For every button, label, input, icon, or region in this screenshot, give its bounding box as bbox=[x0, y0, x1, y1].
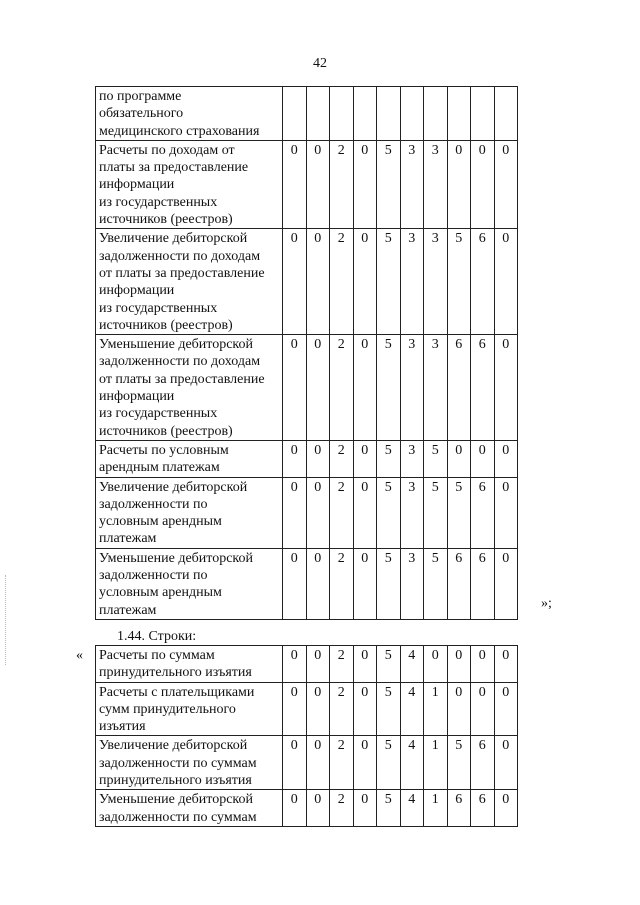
code-digit: 6 bbox=[447, 548, 471, 619]
code-digit: 2 bbox=[330, 548, 354, 619]
code-digit: 0 bbox=[494, 440, 518, 477]
code-digit: 4 bbox=[400, 646, 424, 683]
table-row bbox=[96, 548, 518, 619]
code-digit: 2 bbox=[330, 736, 354, 790]
table-row bbox=[96, 440, 518, 477]
code-digit: 0 bbox=[353, 646, 377, 683]
code-digit: 0 bbox=[306, 646, 330, 683]
code-digit: 0 bbox=[447, 140, 471, 228]
code-digit: 0 bbox=[306, 548, 330, 619]
code-digit: 3 bbox=[400, 229, 424, 335]
row-label: Уменьшение дебиторской задолженности по суммам bbox=[96, 790, 283, 827]
code-digit: 0 bbox=[353, 140, 377, 228]
row-label: по программе обязательного медицинского страхования bbox=[96, 87, 283, 141]
code-digit bbox=[330, 87, 354, 141]
code-digit: 2 bbox=[330, 335, 354, 441]
code-digit: 0 bbox=[306, 229, 330, 335]
code-digit: 0 bbox=[494, 477, 518, 548]
code-digit: 0 bbox=[306, 440, 330, 477]
code-digit: 0 bbox=[494, 229, 518, 335]
code-digit: 5 bbox=[447, 477, 471, 548]
code-digit: 0 bbox=[353, 548, 377, 619]
opening-quote: « bbox=[76, 648, 83, 663]
code-digit: 6 bbox=[471, 229, 495, 335]
row-label: Увеличение дебиторской задолженности по доходам от платы за предоставление информации из государственных источников (реестров) bbox=[96, 229, 283, 335]
code-digit: 3 bbox=[424, 335, 448, 441]
table-row bbox=[96, 87, 518, 141]
code-digit: 6 bbox=[471, 548, 495, 619]
code-digit: 0 bbox=[353, 790, 377, 827]
table-row bbox=[96, 682, 518, 736]
code-digit bbox=[283, 87, 307, 141]
row-label: Уменьшение дебиторской задолженности по условным арендным платежам bbox=[96, 548, 283, 619]
code-digit: 0 bbox=[494, 682, 518, 736]
code-digit: 2 bbox=[330, 682, 354, 736]
code-digit: 5 bbox=[377, 140, 401, 228]
code-digit: 0 bbox=[447, 646, 471, 683]
code-digit: 0 bbox=[471, 440, 495, 477]
code-digit: 5 bbox=[377, 790, 401, 827]
row-label: Расчеты по доходам от платы за предоставление информации из государственных источников (реестров) bbox=[96, 140, 283, 228]
code-digit: 3 bbox=[400, 440, 424, 477]
code-digit: 0 bbox=[494, 548, 518, 619]
section-heading: 1.44. Строки: bbox=[117, 629, 197, 644]
code-digit: 0 bbox=[306, 736, 330, 790]
code-digit: 4 bbox=[400, 790, 424, 827]
code-digit: 5 bbox=[377, 440, 401, 477]
code-digit: 5 bbox=[377, 548, 401, 619]
code-digit: 0 bbox=[353, 682, 377, 736]
row-label: Увеличение дебиторской задолженности по условным арендным платежам bbox=[96, 477, 283, 548]
code-digit: 5 bbox=[424, 440, 448, 477]
code-digit bbox=[447, 87, 471, 141]
code-digit: 5 bbox=[377, 335, 401, 441]
code-digit bbox=[494, 87, 518, 141]
code-digit: 0 bbox=[306, 140, 330, 228]
row-label: Увеличение дебиторской задолженности по суммам принудительного изъятия bbox=[96, 736, 283, 790]
code-digit: 0 bbox=[494, 140, 518, 228]
code-digit: 0 bbox=[306, 682, 330, 736]
code-digit: 0 bbox=[306, 790, 330, 827]
code-digit: 0 bbox=[353, 440, 377, 477]
code-digit bbox=[306, 87, 330, 141]
table-row bbox=[96, 477, 518, 548]
code-digit: 0 bbox=[424, 646, 448, 683]
code-digit: 3 bbox=[400, 477, 424, 548]
code-digit: 0 bbox=[306, 335, 330, 441]
code-table-section-1-44 bbox=[95, 645, 518, 827]
code-digit: 6 bbox=[447, 335, 471, 441]
code-digit: 0 bbox=[283, 477, 307, 548]
code-digit: 2 bbox=[330, 790, 354, 827]
code-digit: 0 bbox=[306, 477, 330, 548]
code-digit: 2 bbox=[330, 140, 354, 228]
table-row bbox=[96, 229, 518, 335]
code-digit: 5 bbox=[447, 736, 471, 790]
code-digit: 0 bbox=[283, 736, 307, 790]
table-row bbox=[96, 140, 518, 228]
margin-dots bbox=[5, 575, 8, 665]
code-digit: 0 bbox=[283, 790, 307, 827]
code-digit: 0 bbox=[494, 646, 518, 683]
code-digit: 5 bbox=[424, 548, 448, 619]
code-digit: 0 bbox=[353, 736, 377, 790]
row-label: Уменьшение дебиторской задолженности по доходам от платы за предоставление информации из государственных источников (реестров) bbox=[96, 335, 283, 441]
code-digit: 4 bbox=[400, 736, 424, 790]
code-digit: 1 bbox=[424, 790, 448, 827]
code-digit: 2 bbox=[330, 440, 354, 477]
row-label: Расчеты с плательщиками сумм принудительного изъятия bbox=[96, 682, 283, 736]
code-digit: 0 bbox=[471, 682, 495, 736]
code-digit: 3 bbox=[400, 140, 424, 228]
closing-quote: »; bbox=[541, 596, 552, 611]
code-digit: 0 bbox=[471, 646, 495, 683]
code-digit: 2 bbox=[330, 229, 354, 335]
code-digit: 5 bbox=[377, 229, 401, 335]
code-digit: 6 bbox=[471, 335, 495, 441]
code-table-continued-body bbox=[96, 87, 518, 620]
code-digit: 0 bbox=[353, 477, 377, 548]
code-table-section-1-44-body bbox=[96, 646, 518, 827]
code-digit: 0 bbox=[471, 140, 495, 228]
code-digit: 1 bbox=[424, 682, 448, 736]
code-digit: 0 bbox=[283, 440, 307, 477]
page-number: 42 bbox=[313, 56, 327, 71]
code-digit: 0 bbox=[353, 335, 377, 441]
table-row bbox=[96, 646, 518, 683]
code-digit: 0 bbox=[494, 335, 518, 441]
code-digit bbox=[353, 87, 377, 141]
code-digit: 5 bbox=[377, 736, 401, 790]
code-digit: 2 bbox=[330, 477, 354, 548]
code-digit: 3 bbox=[400, 335, 424, 441]
code-digit: 0 bbox=[353, 229, 377, 335]
code-digit: 3 bbox=[424, 229, 448, 335]
code-digit: 0 bbox=[283, 140, 307, 228]
code-digit: 6 bbox=[471, 477, 495, 548]
row-label: Расчеты по суммам принудительного изъятия bbox=[96, 646, 283, 683]
code-digit: 0 bbox=[447, 440, 471, 477]
code-digit: 5 bbox=[424, 477, 448, 548]
code-digit: 6 bbox=[471, 736, 495, 790]
code-digit: 5 bbox=[377, 477, 401, 548]
code-digit: 6 bbox=[447, 790, 471, 827]
code-digit: 0 bbox=[283, 682, 307, 736]
code-digit: 3 bbox=[424, 140, 448, 228]
code-digit: 0 bbox=[494, 736, 518, 790]
code-digit: 0 bbox=[283, 229, 307, 335]
code-digit: 5 bbox=[447, 229, 471, 335]
code-digit: 2 bbox=[330, 646, 354, 683]
code-digit bbox=[377, 87, 401, 141]
code-digit bbox=[400, 87, 424, 141]
table-row bbox=[96, 335, 518, 441]
code-digit: 1 bbox=[424, 736, 448, 790]
code-digit: 4 bbox=[400, 682, 424, 736]
code-digit: 3 bbox=[400, 548, 424, 619]
code-digit: 5 bbox=[377, 682, 401, 736]
code-digit: 0 bbox=[447, 682, 471, 736]
row-label: Расчеты по условным арендным платежам bbox=[96, 440, 283, 477]
table-row bbox=[96, 736, 518, 790]
code-digit: 5 bbox=[377, 646, 401, 683]
code-digit: 6 bbox=[471, 790, 495, 827]
code-digit: 0 bbox=[283, 646, 307, 683]
code-digit: 0 bbox=[494, 790, 518, 827]
code-digit bbox=[471, 87, 495, 141]
code-digit: 0 bbox=[283, 335, 307, 441]
code-table-continued bbox=[95, 86, 518, 620]
code-digit bbox=[424, 87, 448, 141]
code-digit: 0 bbox=[283, 548, 307, 619]
table-row bbox=[96, 790, 518, 827]
